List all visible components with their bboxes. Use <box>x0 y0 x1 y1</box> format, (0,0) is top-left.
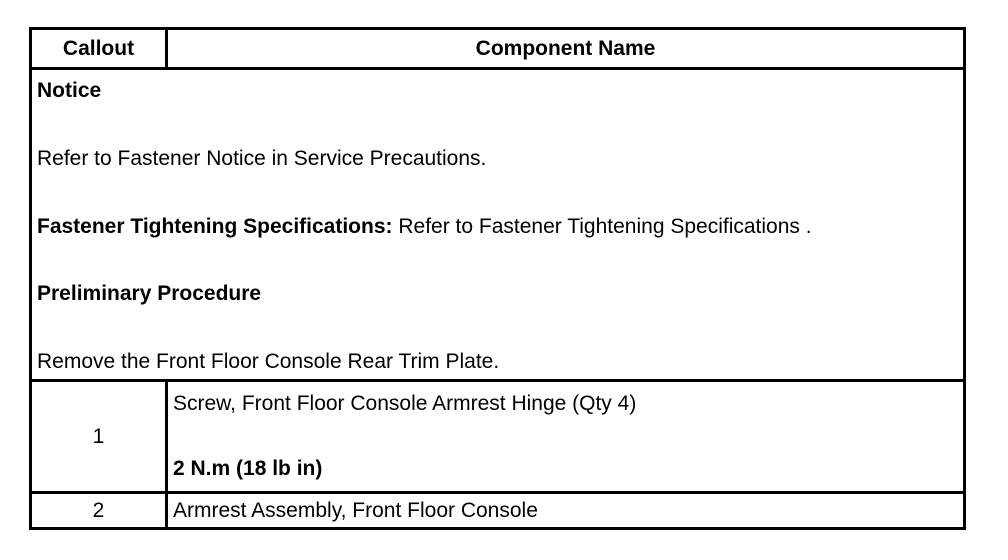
callout-number: 2 <box>32 494 168 527</box>
component-name: Armrest Assembly, Front Floor Console <box>173 498 538 522</box>
torque-spec: 2 N.m (18 lb in) <box>173 457 323 480</box>
table-header-row <box>32 30 963 70</box>
component-table <box>29 27 966 530</box>
preliminary-procedure-text: Remove the Front Floor Console Rear Trim Plate. <box>37 350 500 373</box>
header-component-name: Component Name <box>475 36 656 60</box>
component-name-cell <box>168 382 963 491</box>
callout-number: 1 <box>32 382 168 491</box>
header-callout: Callout <box>32 30 168 67</box>
component-name: Screw, Front Floor Console Armrest Hinge (Qty 4) <box>173 392 637 415</box>
fastener-spec-label: Fastener Tightening Specifications: <box>37 215 393 238</box>
notice-title: Notice <box>37 79 102 102</box>
preliminary-procedure-title: Preliminary Procedure <box>37 282 262 305</box>
notice-row <box>32 70 963 382</box>
table-row <box>32 382 963 494</box>
table-row <box>32 494 963 527</box>
fastener-spec-line <box>37 215 812 239</box>
fastener-spec-text: Refer to Fastener Tightening Specifications . <box>392 215 812 238</box>
notice-text: Refer to Fastener Notice in Service Precautions. <box>37 147 487 170</box>
